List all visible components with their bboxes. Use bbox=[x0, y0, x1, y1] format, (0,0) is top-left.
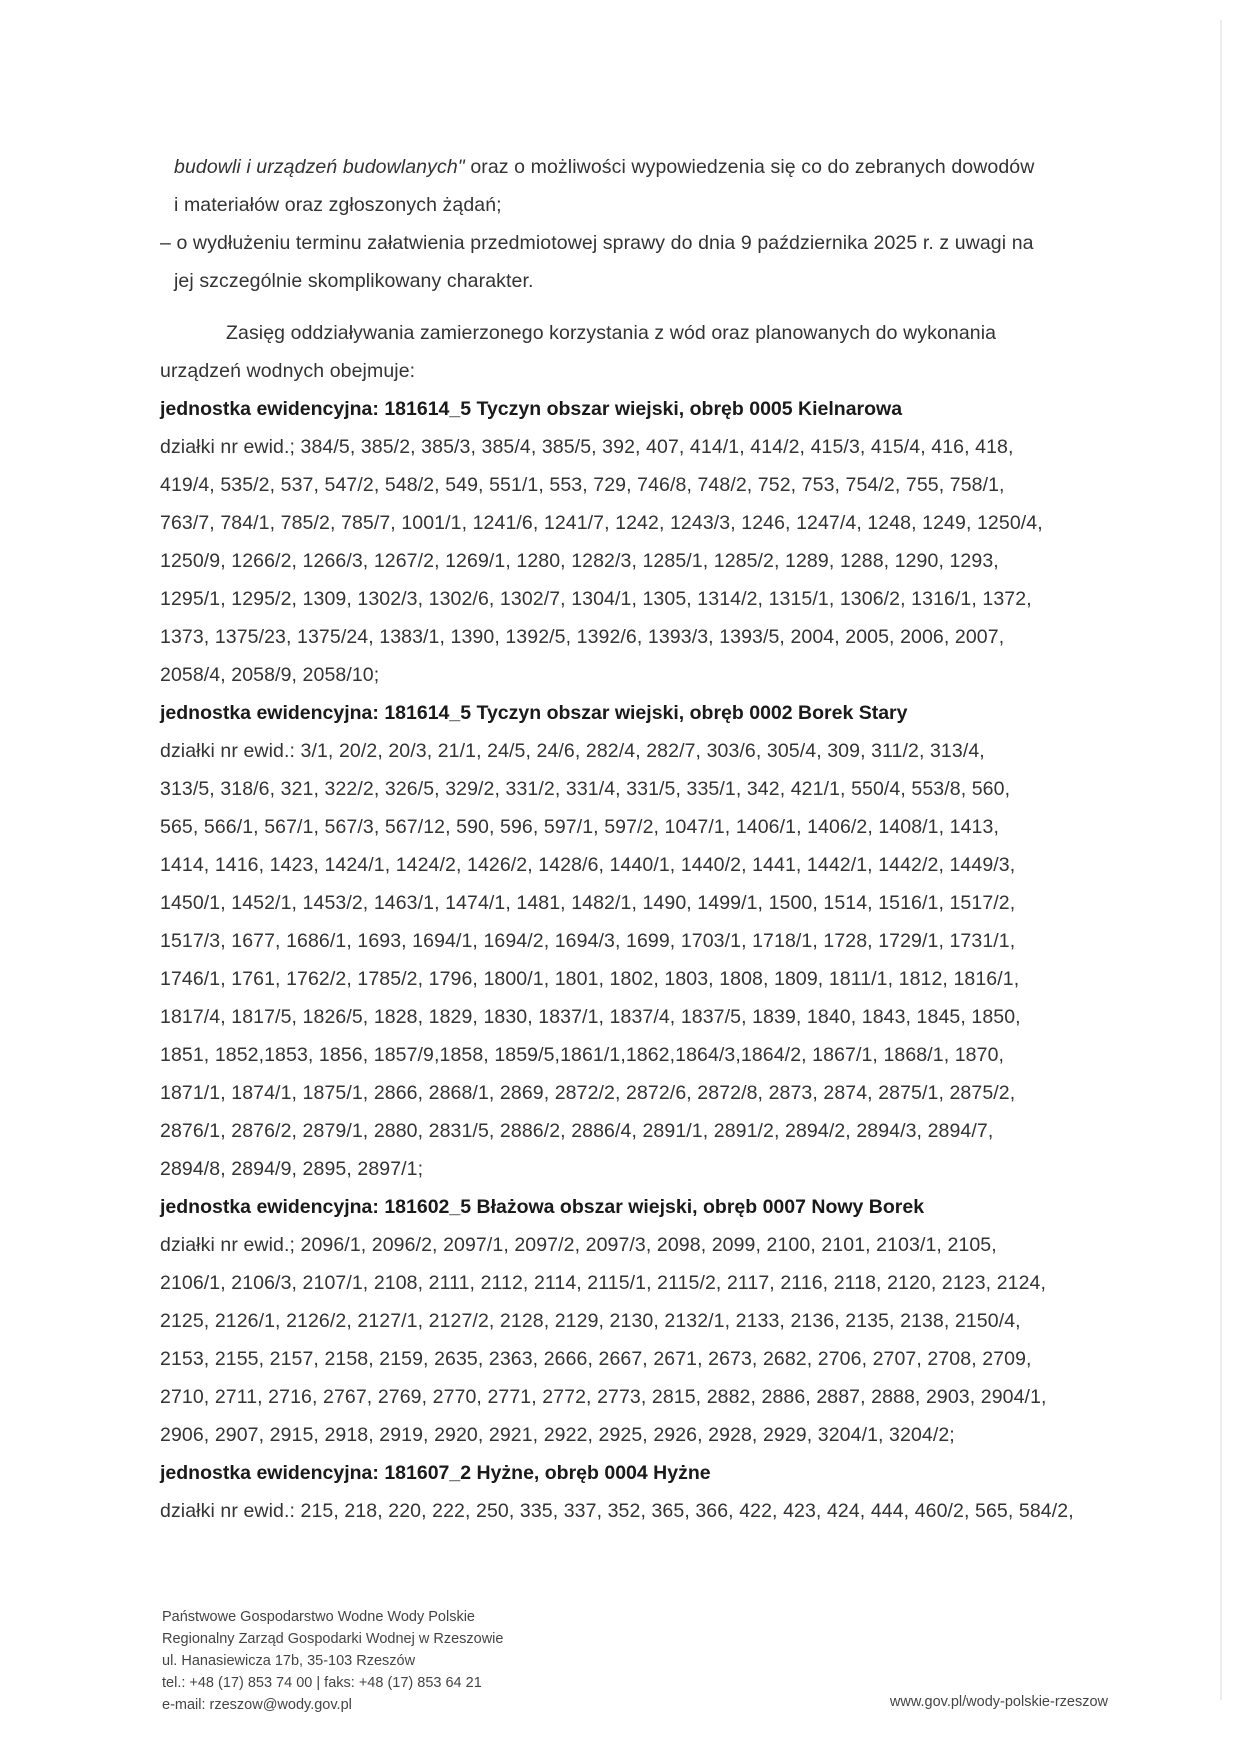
parcel-list-line: działki nr ewid.; 2096/1, 2096/2, 2097/1, 2097/2, 2097/3, 2098, 2099, 2100, 2101, 2103/1, 2105, bbox=[160, 1234, 997, 1256]
parcel-list-line: 313/5, 318/6, 321, 322/2, 326/5, 329/2, 331/2, 331/4, 331/5, 335/1, 342, 421/1, 550/4, 553/8, 560, bbox=[160, 778, 1011, 800]
parcel-list-line: 1414, 1416, 1423, 1424/1, 1424/2, 1426/2, 1428/6, 1440/1, 1440/2, 1441, 1442/1, 1442/2, 1449/3, bbox=[160, 854, 1016, 876]
footer-org-2: Regionalny Zarząd Gospodarki Wodnej w Rzeszowie bbox=[162, 1631, 504, 1647]
parcel-list-line: działki nr ewid.: 215, 218, 220, 222, 250, 335, 337, 352, 365, 366, 422, 423, 424, 444, 460/2, 565, 584/2, bbox=[160, 1500, 1074, 1522]
section-heading: jednostka ewidencyjna: 181614_5 Tyczyn obszar wiejski, obręb 0005 Kielnarowa bbox=[160, 398, 903, 420]
parcel-list-line: 1250/9, 1266/2, 1266/3, 1267/2, 1269/1, 1280, 1282/3, 1285/1, 1285/2, 1289, 1288, 1290, 1293, bbox=[160, 550, 999, 572]
scope-line-1: Zasięg oddziaływania zamierzonego korzystania z wód oraz planowanych do wykonania bbox=[226, 322, 997, 344]
parcel-list-line: 1871/1, 1874/1, 1875/1, 2866, 2868/1, 2869, 2872/2, 2872/6, 2872/8, 2873, 2874, 2875/1, 2875/2, bbox=[160, 1082, 1016, 1104]
intro-line-3: – o wydłużeniu terminu załatwienia przedmiotowej sprawy do dnia 9 października 2025 r. z uwagi na bbox=[160, 232, 1034, 254]
section-heading: jednostka ewidencyjna: 181614_5 Tyczyn obszar wiejski, obręb 0002 Borek Stary bbox=[160, 702, 908, 724]
footer-contact bbox=[162, 1606, 503, 1716]
scope-line-2: urządzeń wodnych obejmuje: bbox=[160, 360, 416, 382]
parcel-list-line: 2894/8, 2894/9, 2895, 2897/1; bbox=[160, 1158, 424, 1180]
parcel-list-line: 2125, 2126/1, 2126/2, 2127/1, 2127/2, 2128, 2129, 2130, 2132/1, 2133, 2136, 2135, 2138, 2150/4, bbox=[160, 1310, 1021, 1332]
paragraph-gap bbox=[160, 300, 1110, 314]
intro-line-4: jej szczególnie skomplikowany charakter. bbox=[174, 270, 534, 292]
parcel-list-line: 1851, 1852,1853, 1856, 1857/9,1858, 1859/5,1861/1,1862,1864/3,1864/2, 1867/1, 1868/1, 1870, bbox=[160, 1044, 1005, 1066]
parcel-list-line: 2710, 2711, 2716, 2767, 2769, 2770, 2771, 2772, 2773, 2815, 2882, 2886, 2887, 2888, 2903, 2904/1, bbox=[160, 1386, 1047, 1408]
parcel-list-line: 565, 566/1, 567/1, 567/3, 567/12, 590, 596, 597/1, 597/2, 1047/1, 1406/1, 1406/2, 1408/1, 1413, bbox=[160, 816, 999, 838]
parcel-list-line: 1817/4, 1817/5, 1826/5, 1828, 1829, 1830, 1837/1, 1837/4, 1837/5, 1839, 1840, 1843, 1845, 1850, bbox=[160, 1006, 1021, 1028]
parcel-sections bbox=[160, 390, 1110, 1530]
parcel-list-line: 2153, 2155, 2157, 2158, 2159, 2635, 2363, 2666, 2667, 2671, 2673, 2682, 2706, 2707, 2708, 2709, bbox=[160, 1348, 1032, 1370]
parcel-list-line: 1746/1, 1761, 1762/2, 1785/2, 1796, 1800/1, 1801, 1802, 1803, 1808, 1809, 1811/1, 1812, 1816/1, bbox=[160, 968, 1020, 990]
parcel-list-line: 1450/1, 1452/1, 1453/2, 1463/1, 1474/1, 1481, 1482/1, 1490, 1499/1, 1500, 1514, 1516/1, 1517/2, bbox=[160, 892, 1016, 914]
footer-org-1: Państwowe Gospodarstwo Wodne Wody Polskie bbox=[162, 1609, 475, 1625]
parcel-list-line: działki nr ewid.; 384/5, 385/2, 385/3, 385/4, 385/5, 392, 407, 414/1, 414/2, 415/3, 415/4, 416, 418, bbox=[160, 436, 1014, 458]
parcel-list-line: 1295/1, 1295/2, 1309, 1302/3, 1302/6, 1302/7, 1304/1, 1305, 1314/2, 1315/1, 1306/2, 1316/1, 1372, bbox=[160, 588, 1032, 610]
parcel-list-line: 1517/3, 1677, 1686/1, 1693, 1694/1, 1694/2, 1694/3, 1699, 1703/1, 1718/1, 1728, 1729/1, 1731/1, bbox=[160, 930, 1016, 952]
parcel-list-line: 2906, 2907, 2915, 2918, 2919, 2920, 2921, 2922, 2925, 2926, 2928, 2929, 3204/1, 3204/2; bbox=[160, 1424, 955, 1446]
intro-italic-title: budowli i urządzeń budowlanych" bbox=[174, 156, 465, 178]
parcel-list-line: 1373, 1375/23, 1375/24, 1383/1, 1390, 1392/5, 1392/6, 1393/3, 1393/5, 2004, 2005, 2006, 2007, bbox=[160, 626, 1005, 648]
footer-website-link[interactable]: www.gov.pl/wody-polskie-rzeszow bbox=[889, 1694, 1108, 1710]
parcel-list-line: 419/4, 535/2, 537, 547/2, 548/2, 549, 551/1, 553, 729, 746/8, 748/2, 752, 753, 754/2, 755, 758/1, bbox=[160, 474, 1005, 496]
footer-email[interactable]: e-mail: rzeszow@wody.gov.pl bbox=[162, 1697, 352, 1713]
document-body bbox=[160, 148, 1110, 1530]
intro-line-1 bbox=[160, 148, 1110, 186]
parcel-list-line: 763/7, 784/1, 785/2, 785/7, 1001/1, 1241/6, 1241/7, 1242, 1243/3, 1246, 1247/4, 1248, 1249, 1250/4, bbox=[160, 512, 1043, 534]
footer-address: ul. Hanasiewicza 17b, 35-103 Rzeszów bbox=[162, 1653, 416, 1669]
scan-edge-line bbox=[1220, 20, 1222, 1700]
parcel-list-line: 2058/4, 2058/9, 2058/10; bbox=[160, 664, 380, 686]
parcel-list-line: działki nr ewid.: 3/1, 20/2, 20/3, 21/1, 24/5, 24/6, 282/4, 282/7, 303/6, 305/4, 309, 311/2, 313/4, bbox=[160, 740, 985, 762]
intro-line-1-rest: oraz o możliwości wypowiedzenia się co do zebranych dowodów bbox=[464, 156, 1035, 178]
section-heading: jednostka ewidencyjna: 181602_5 Błażowa obszar wiejski, obręb 0007 Nowy Borek bbox=[160, 1196, 925, 1218]
parcel-list-line: 2106/1, 2106/3, 2107/1, 2108, 2111, 2112, 2114, 2115/1, 2115/2, 2117, 2116, 2118, 2120, 2123, 2124, bbox=[160, 1272, 1046, 1294]
footer-phone: tel.: +48 (17) 853 74 00 | faks: +48 (17) 853 64 21 bbox=[162, 1675, 482, 1691]
section-heading: jednostka ewidencyjna: 181607_2 Hyżne, obręb 0004 Hyżne bbox=[160, 1462, 711, 1484]
parcel-list-line: 2876/1, 2876/2, 2879/1, 2880, 2831/5, 2886/2, 2886/4, 2891/1, 2891/2, 2894/2, 2894/3, 2894/7, bbox=[160, 1120, 994, 1142]
intro-line-2: i materiałów oraz zgłoszonych żądań; bbox=[174, 194, 502, 216]
